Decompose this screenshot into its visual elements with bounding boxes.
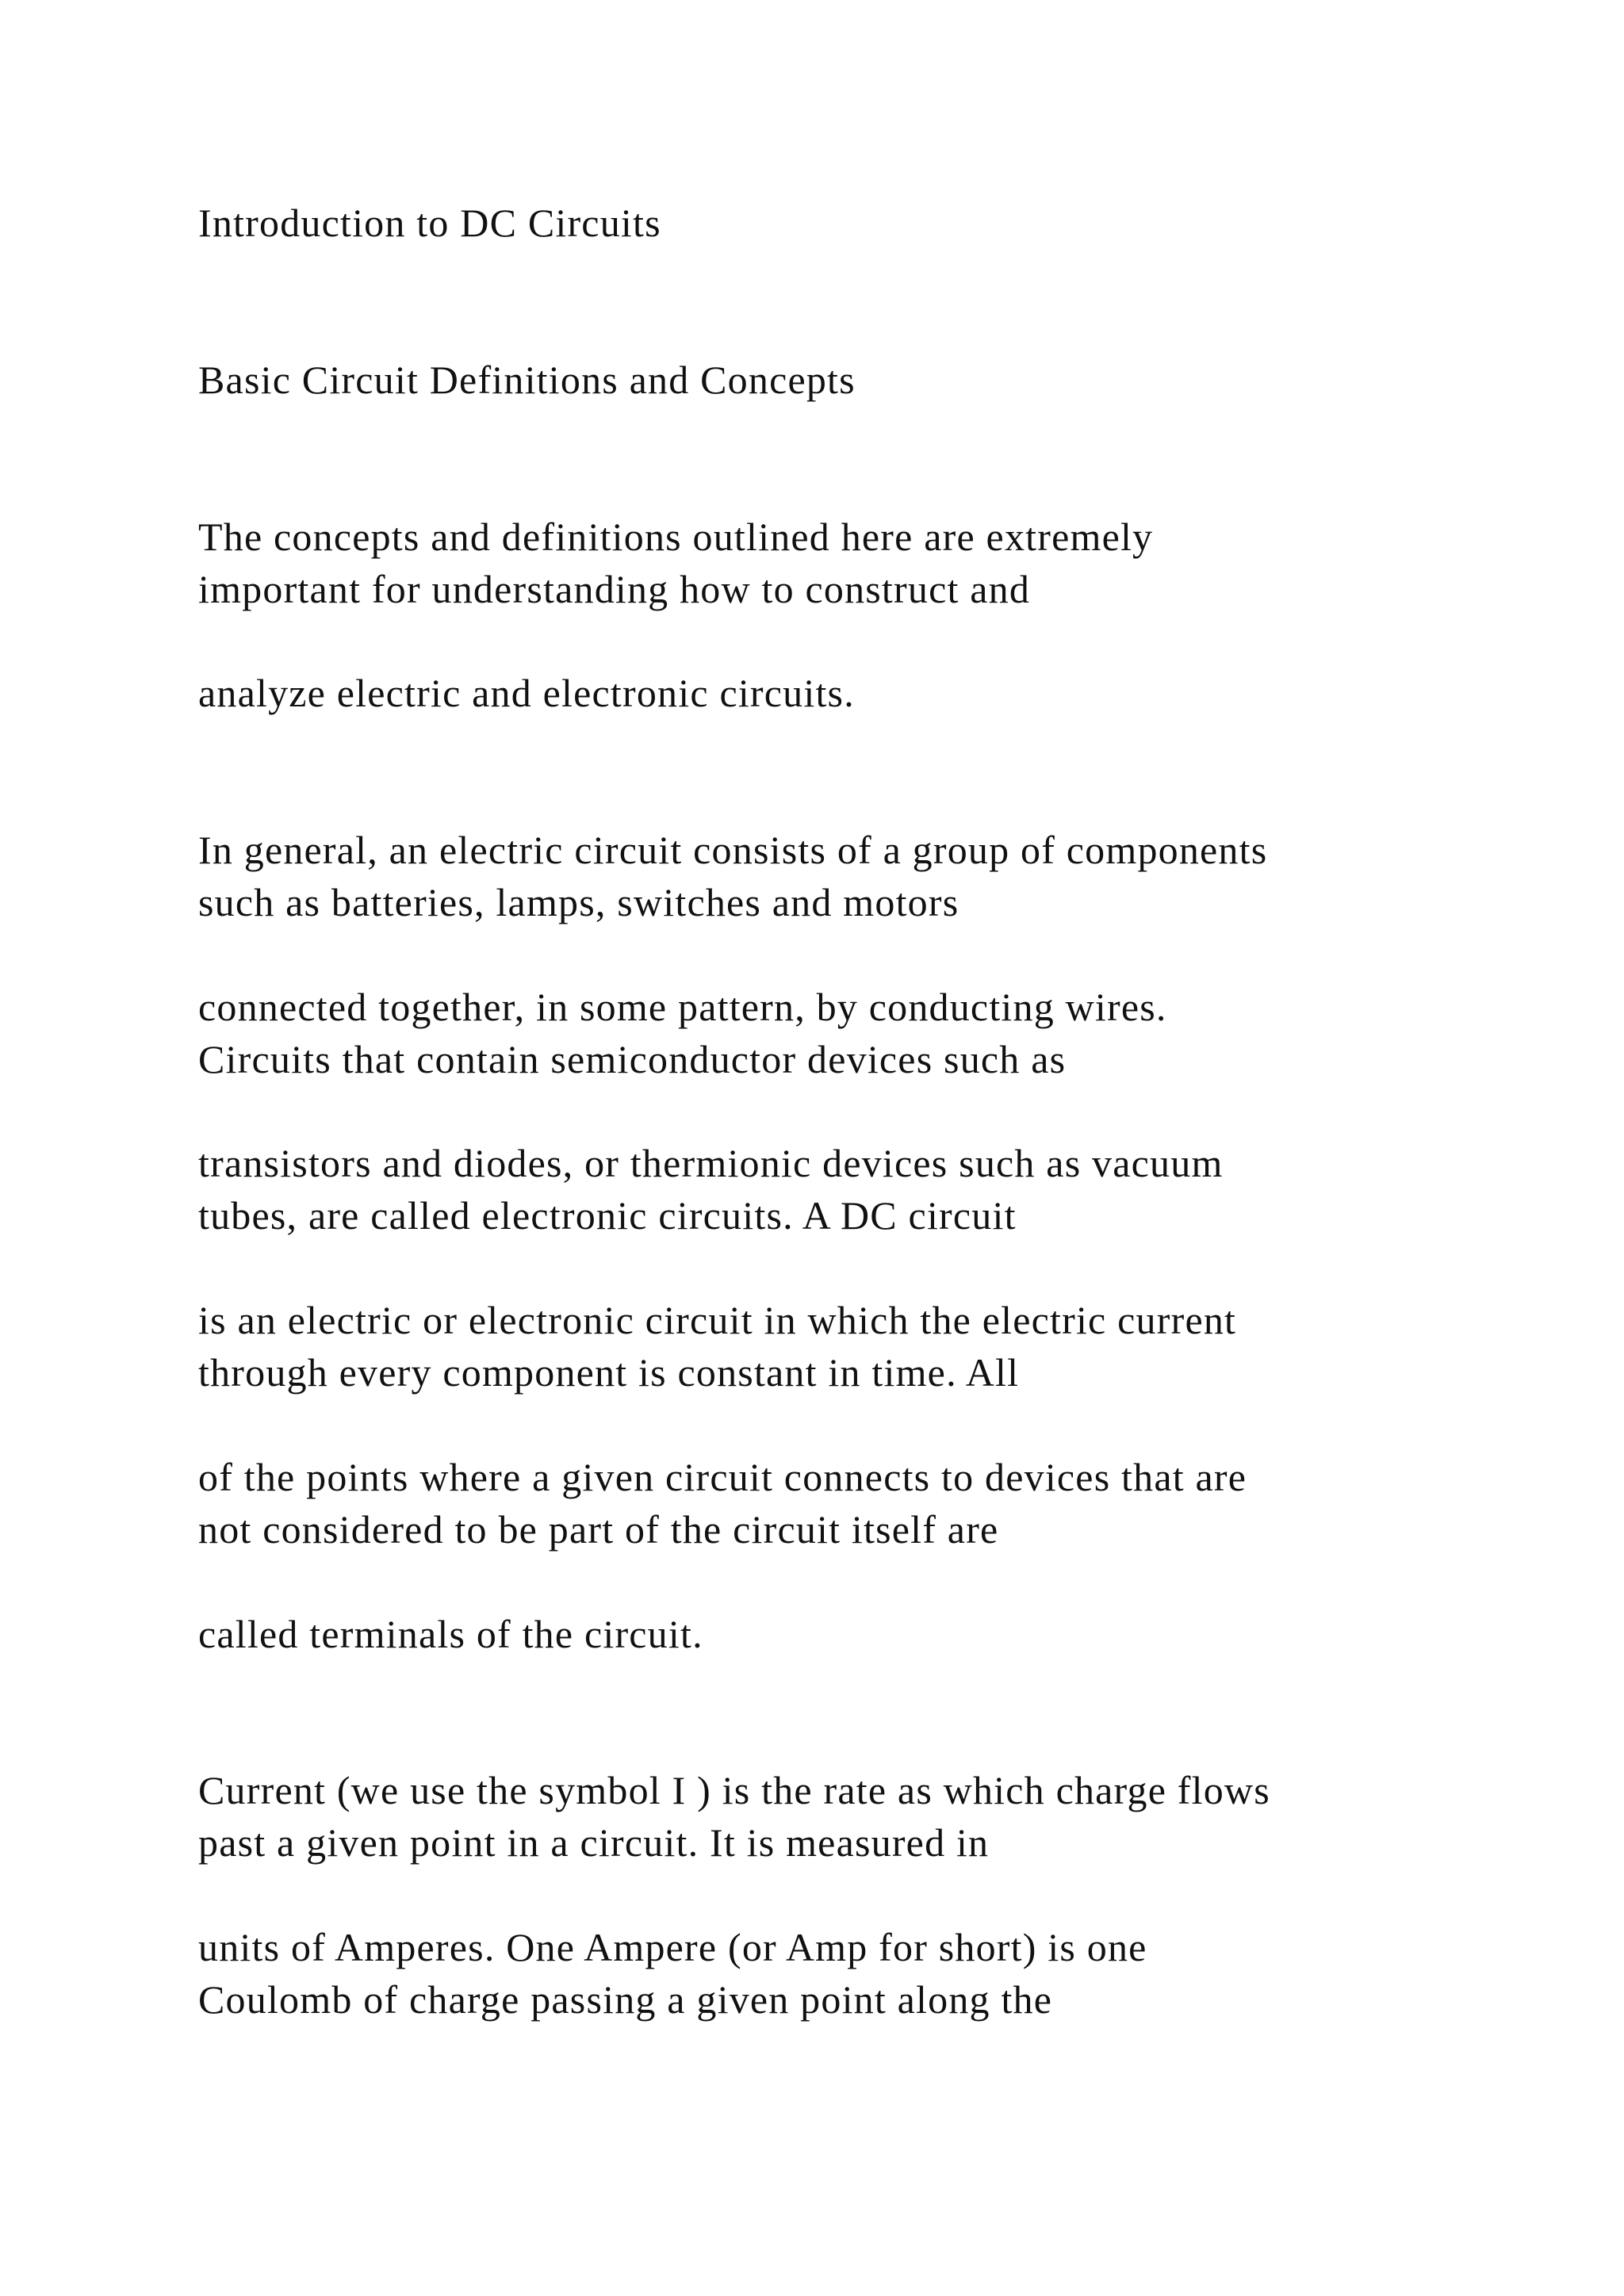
paragraph-line: Coulomb of charge passing a given point along the [198, 1977, 1053, 2022]
document-title [198, 197, 1562, 249]
paragraph-line: important for understanding how to construct and [198, 567, 1031, 611]
paragraph-line: In general, an electric circuit consists of a group of components [198, 828, 1268, 872]
paragraph-9 [198, 1764, 1562, 1869]
paragraph-line: Current (we use the symbol I ) is the rate as which charge flows [198, 1768, 1270, 1812]
paragraph-line: called terminals of the circuit. [198, 1612, 703, 1656]
paragraph-line: connected together, in some pattern, by conducting wires. [198, 985, 1167, 1029]
paragraph-10 [198, 1921, 1562, 2026]
paragraph-line: units of Amperes. One Ampere (or Amp for short) is one [198, 1925, 1147, 1969]
paragraph-2 [198, 667, 1562, 719]
paragraph-line: The concepts and definitions outlined here are extremely [198, 515, 1154, 559]
paragraph-3 [198, 824, 1562, 928]
paragraph-4 [198, 981, 1562, 1085]
paragraph-line: such as batteries, lamps, switches and motors [198, 880, 959, 924]
paragraph-5 [198, 1137, 1562, 1242]
title-line: Introduction to DC Circuits [198, 201, 661, 245]
paragraph-line: not considered to be part of the circuit itself are [198, 1507, 999, 1552]
paragraph-line: past a given point in a circuit. It is measured in [198, 1820, 990, 1865]
paragraph-line: transistors and diodes, or thermionic devices such as vacuum [198, 1141, 1224, 1185]
paragraph-6 [198, 1294, 1562, 1399]
paragraph-line: of the points where a given circuit connects to devices that are [198, 1455, 1247, 1499]
subtitle-line: Basic Circuit Definitions and Concepts [198, 358, 856, 402]
paragraph-7 [198, 1451, 1562, 1556]
paragraph-line: tubes, are called electronic circuits. A DC circuit [198, 1193, 1017, 1238]
paragraph-line: analyze electric and electronic circuits. [198, 671, 855, 715]
paragraph-8 [198, 1608, 1562, 1660]
paragraph-line: through every component is constant in time. All [198, 1350, 1020, 1395]
paragraph-1 [198, 511, 1562, 615]
paragraph-line: is an electric or electronic circuit in which the electric current [198, 1298, 1237, 1342]
paragraph-line: Circuits that contain semiconductor devices such as [198, 1037, 1067, 1081]
document-subtitle [198, 354, 1562, 406]
